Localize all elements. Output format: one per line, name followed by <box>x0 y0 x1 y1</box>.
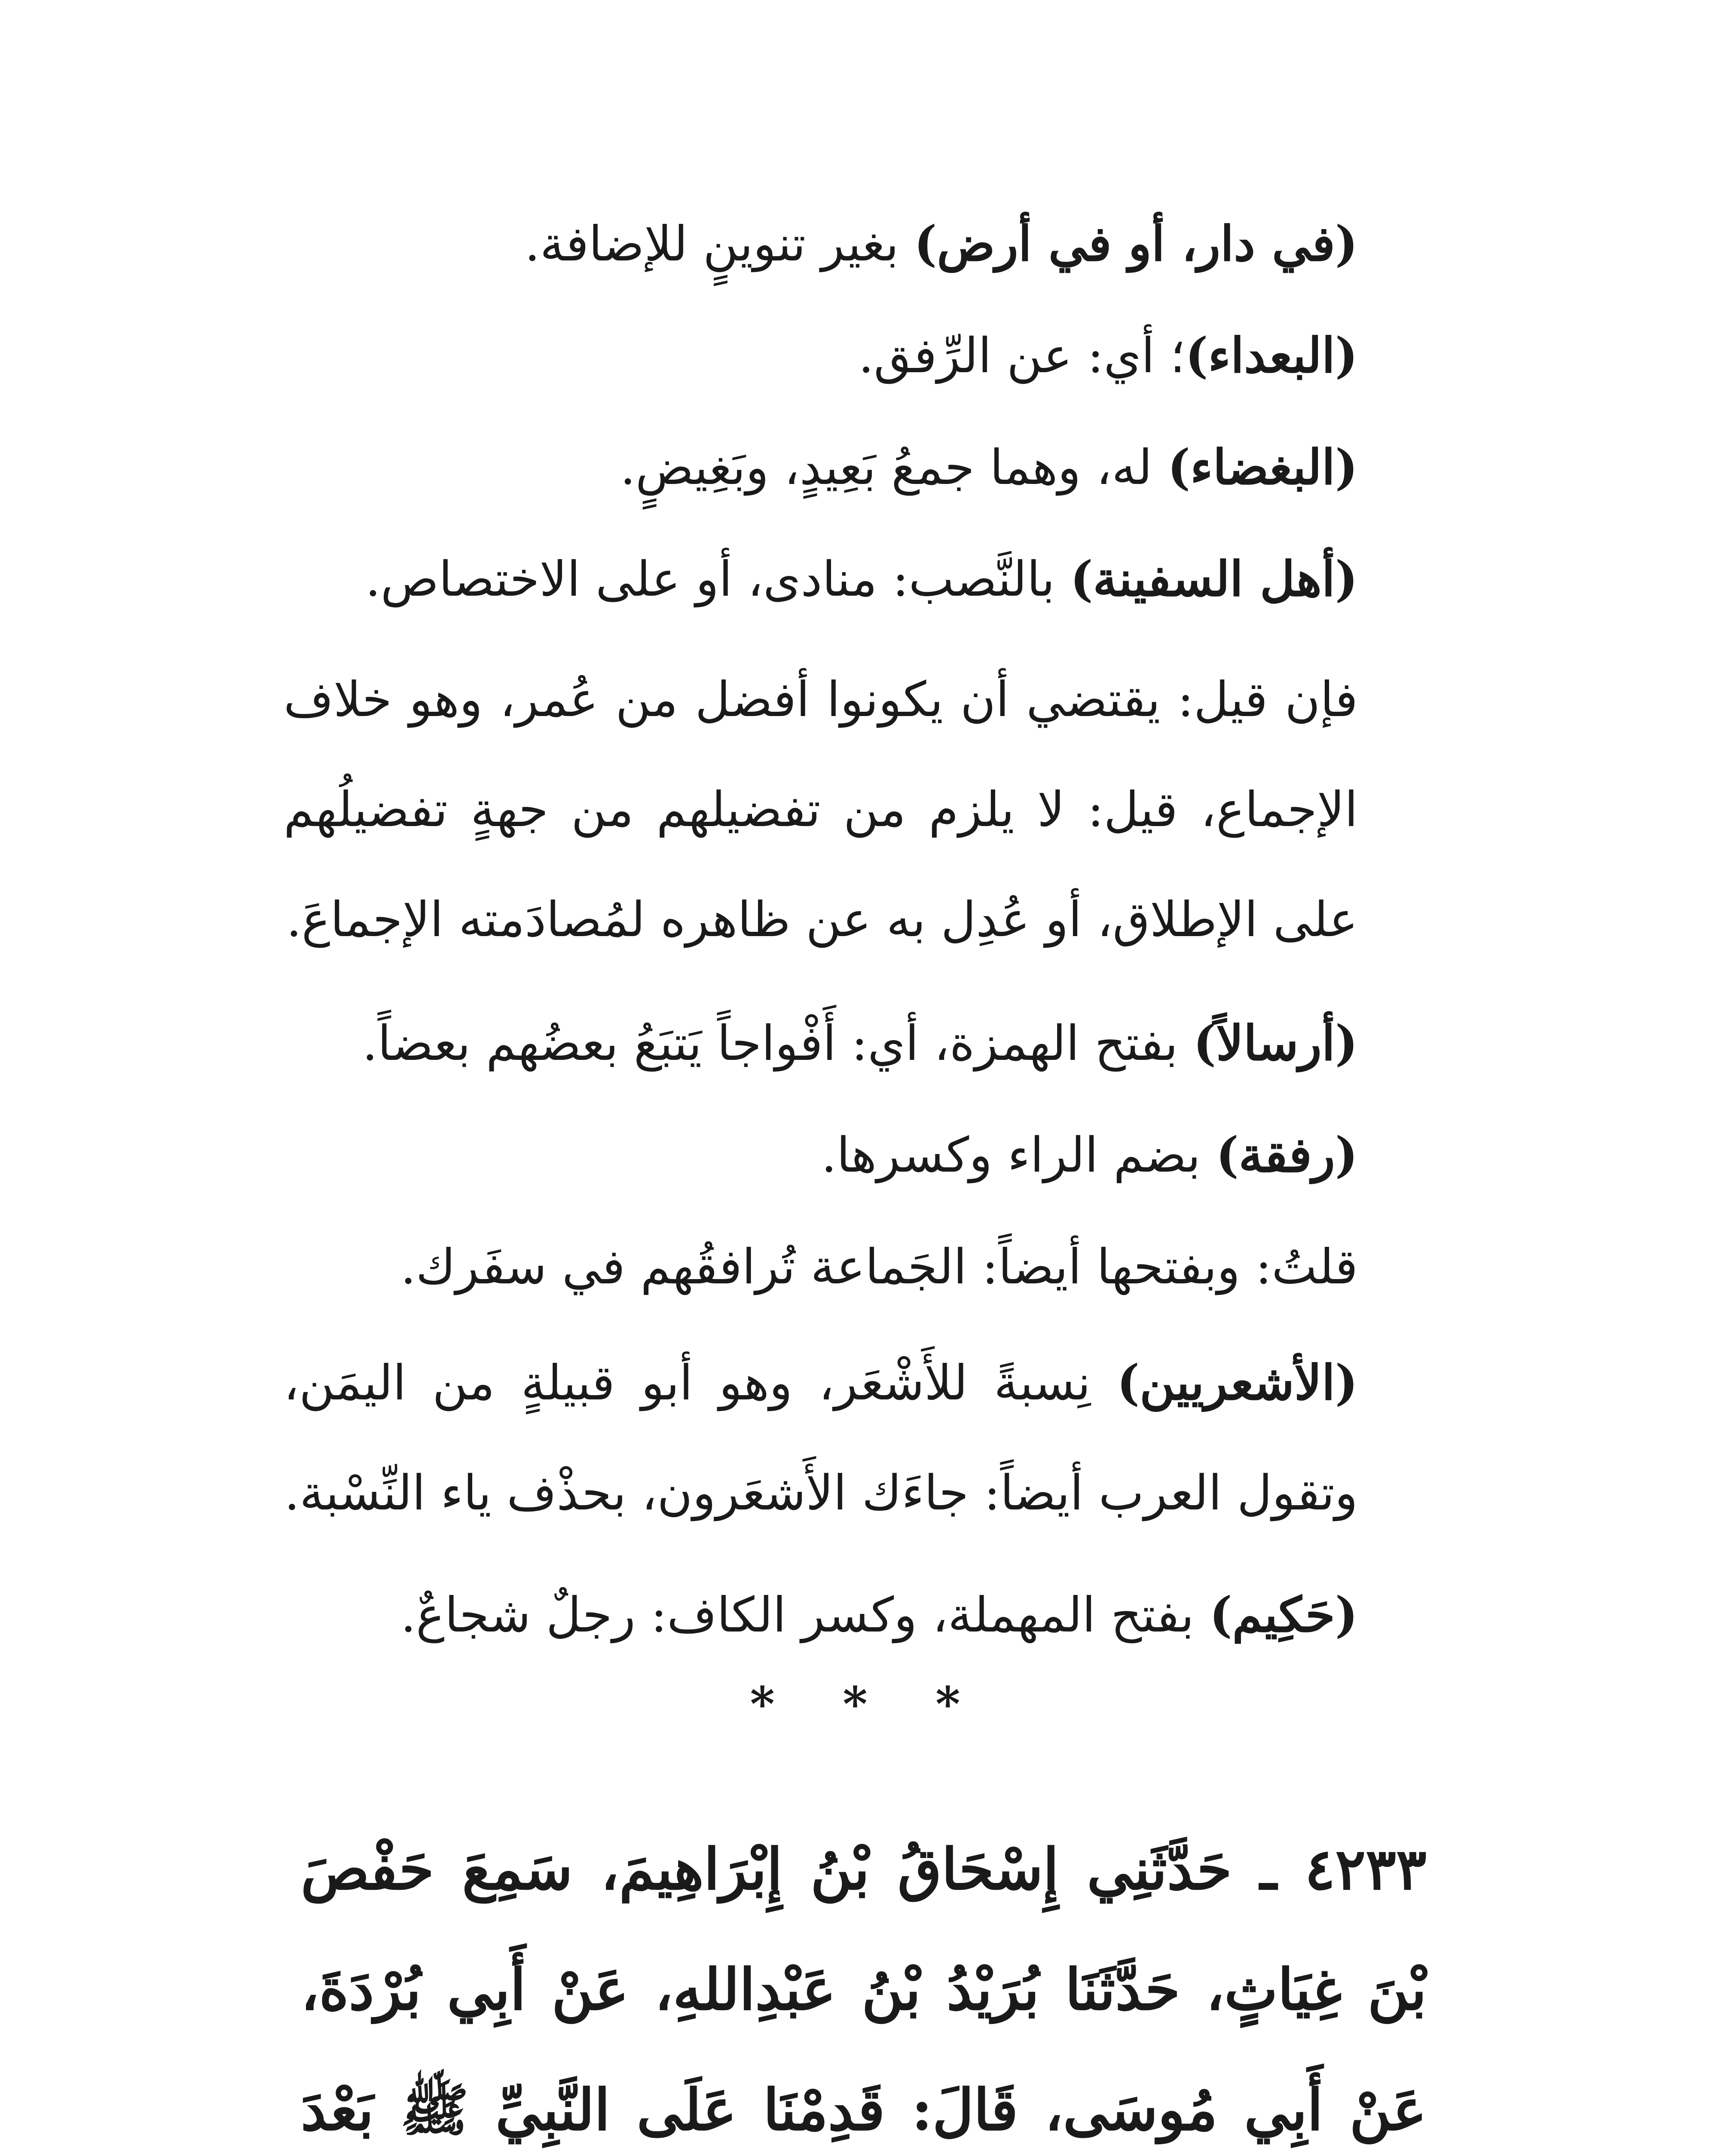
term: (في دار، أو في أرض) <box>914 216 1358 272</box>
explanation: نِسبةً للأَشْعَر، وهو أبو قبيلةٍ من اليمَن، وتقول العرب أيضاً: جاءَك الأَشعَرون، بحذْف ياء النِّسْبة. <box>284 1355 1358 1521</box>
commentary-line-10 <box>400 1560 1358 1670</box>
commentary-line-7 <box>821 1100 1358 1210</box>
term: (البعداء) <box>1185 328 1358 384</box>
explanation: بضم الراء وكسرها. <box>821 1127 1216 1183</box>
hadith-text: ٤٢٣٣ ـ حَدَّثَنِي إِسْحَاقُ بْنُ إِبْرَاهِيمَ، سَمِعَ حَفْصَ بْنَ غِيَاثٍ، حَدَّثَنَا بُرَيْدُ بْنُ عَبْدِاللهِ، عَنْ أَبِي بُرْدَةَ، عَنْ أَبِي مُوسَى، قَالَ: قَدِمْنَا عَلَى النَّبِيِّ ﷺ بَعْدَ <box>301 1836 1427 2143</box>
term: (رفقة) <box>1216 1127 1358 1183</box>
commentary-line-2 <box>859 301 1358 411</box>
term: (أهل السفينة) <box>1070 551 1358 607</box>
term: (حَكِيم) <box>1209 1587 1358 1643</box>
commentary-paragraph-9 <box>284 1328 1427 1548</box>
commentary-paragraph-5 <box>284 645 1427 975</box>
explanation: بالنَّصب: منادى، أو على الاختصاص. <box>365 551 1070 607</box>
commentary-line-3 <box>620 413 1358 523</box>
commentary-line-4 <box>365 524 1358 634</box>
term: (البغضاء) <box>1168 439 1358 496</box>
explanation: بفتح الهمزة، أي: أَفْواجاً يَتبَعُ بعضُهم بعضاً. <box>362 1016 1193 1071</box>
section-separator: * * * <box>750 1676 986 1732</box>
explanation: قلتُ: وبفتحها أيضاً: الجَماعة تُرافقُهم في سفَرك. <box>400 1239 1358 1295</box>
commentary-line-1 <box>525 189 1358 299</box>
term: (أرسالاً) <box>1193 1015 1358 1071</box>
explanation: ؛ أي: عن الرِّفق. <box>858 328 1186 384</box>
explanation: له، وهما جمعُ بَعِيدٍ، وبَغِيضٍ. <box>620 440 1168 496</box>
explanation: بغير تنوينٍ للإضافة. <box>524 216 914 272</box>
paragraph-text: فإن قيل: يقتضي أن يكونوا أفضل من عُمر، وهو خلاف الإجماع، قيل: لا يلزم من تفضيلهم من جهةٍ تفضيلُهم على الإطلاق، أو عُدِل به عن ظاهره لمُصادَمته الإجماعَ. <box>284 672 1358 948</box>
commentary-line-6 <box>362 989 1358 1099</box>
term: (الأشعريين) <box>1117 1355 1358 1411</box>
explanation: بفتح المهملة، وكسر الكاف: رجلٌ شجاعٌ. <box>400 1587 1210 1643</box>
commentary-line-8 <box>400 1212 1358 1322</box>
